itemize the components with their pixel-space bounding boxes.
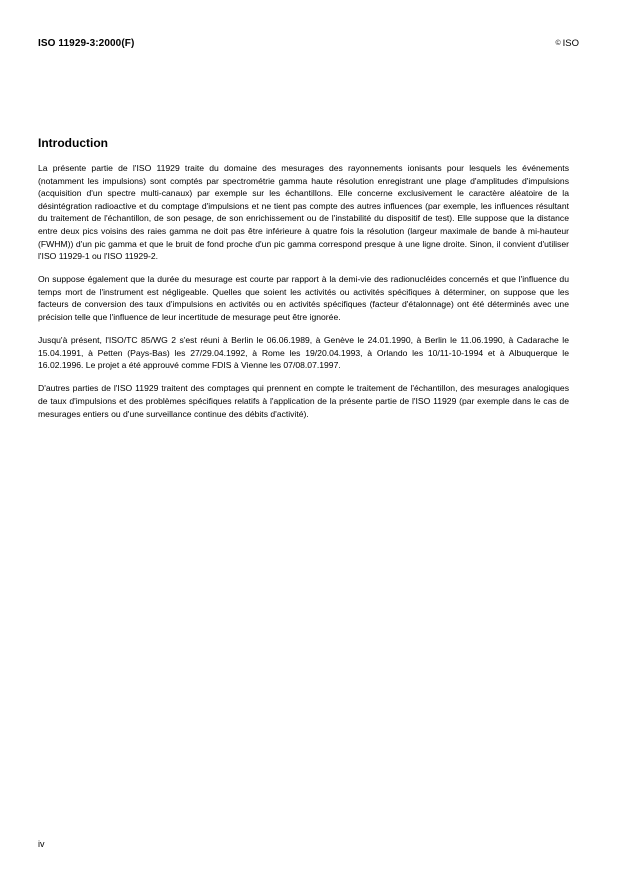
paragraph-meetings: Jusqu'à présent, l'ISO/TC 85/WG 2 s'est réuni à Berlin le 06.06.1989, à Genève le 24.01.1990, à Berlin le 11.06.1990, à Cadarache le 15.04.1991, à Petten (Pays-Bas) les 27/29.04.1992, à Rome les 19/20.04.1993, à Orlando les 10/11-10-1994 et à Albuquerque le 16.02.1996. Le projet a été approuvé comme FDIS à Vienne les 07/08.07.1997.	[38, 335, 569, 371]
section-body	[38, 162, 569, 431]
document-reference: ISO 11929-3:2000(F)	[38, 38, 135, 49]
section-title: Introduction	[38, 136, 108, 150]
copyright-notice	[555, 38, 579, 49]
page-number: iv	[38, 839, 45, 849]
copyright-icon: ©	[555, 40, 561, 47]
paragraph-assumptions: On suppose également que la durée du mesurage est courte par rapport à la demi-vie des radionucléides concernés et que l'influence du temps mort de l'instrument est négligeable. Quelles que soient les activités ou activités spécifiques à déterminer, on suppose que les facteurs de conversion des taux d'impulsions en activités ou en activités spécifiques (facteur d'étalonnage) ont été déterminés avec une précision telle que l'influence de leur incertitude de mesurage peut être ignorée.	[38, 274, 569, 323]
paragraph-other-parts: D'autres parties de l'ISO 11929 traitent des comptages qui prennent en compte le traitement de l'échantillon, des mesurages analogiques de taux d'impulsions et des problèmes spécifiques relatifs à l'application de la présente partie de l'ISO 11929 (par exemple dans le cas de mesurages entiers ou d'une surveillance continue des débits d'activité).	[38, 383, 569, 419]
copyright-owner: ISO	[562, 38, 579, 49]
paragraph-scope: La présente partie de l'ISO 11929 traite du domaine des mesurages des rayonnements ionisants pour lesquels les événements (notamment les impulsions) sont comptés par spectrométrie gamma haute résolution enregistrant une plage d'amplitudes d'impulsions (acquisition d'un spectre multi-canaux) par exemple sur les échantillons. Elle concerne exclusivement le caractère aléatoire de la désintégration radioactive et du comptage d'impulsions et ne tient pas compte des autres influences (par exemple, les influences résultant du traitement de l'échantillon, de son pesage, de son enrichissement ou de l'instabilité du dispositif de test). Elle suppose que la distance entre deux pics voisins des raies gamma ne doit pas être inférieure à quatre fois la résolution (largeur maximale de bande à mi-hauteur (FWHM)) d'un pic gamma et que le bruit de fond proche d'un pic gamma correspond presque à une ligne droite. Sinon, il convient d'utiliser l'ISO 11929-1 ou l'ISO 11929-2.	[38, 163, 569, 262]
